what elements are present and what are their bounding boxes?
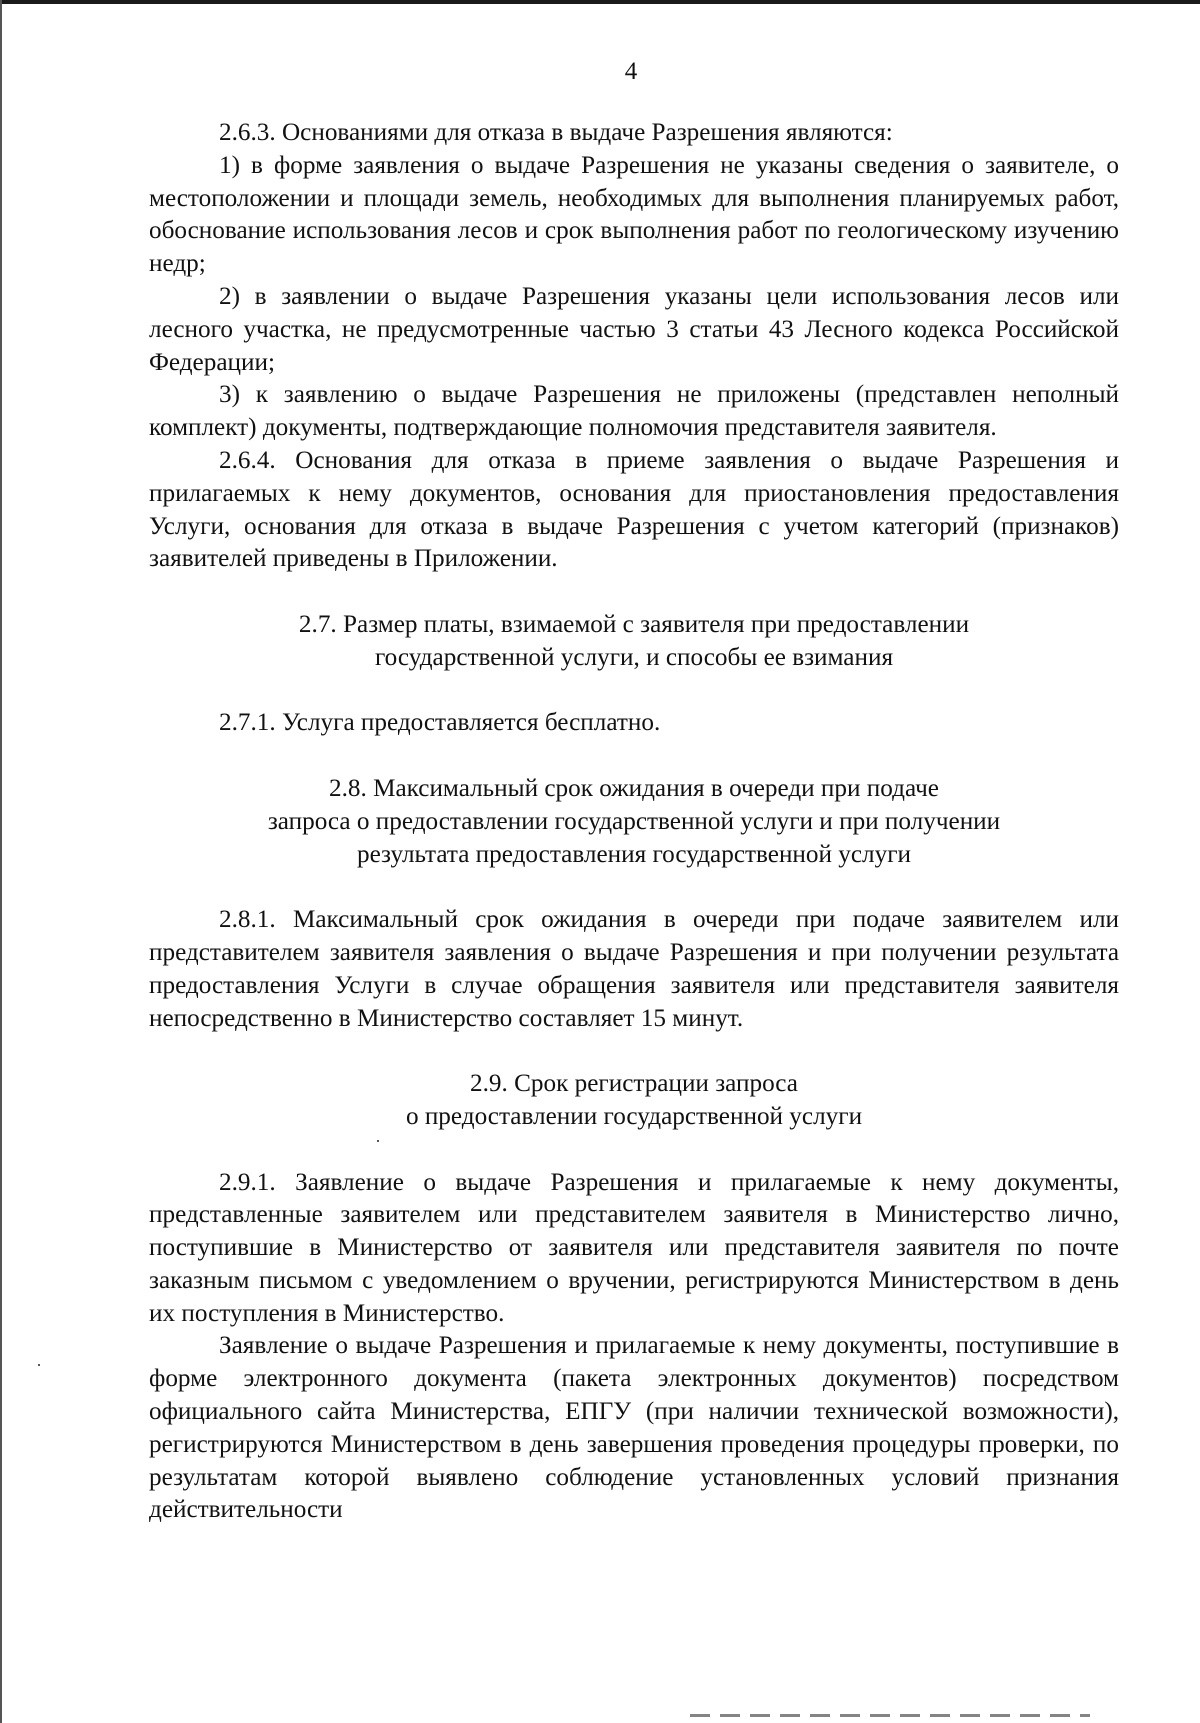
scan-speck [38,1364,40,1366]
paragraph-2-9-1-continued: Заявление о выдаче Разрешения и прилагаемые к нему документы, поступившие в форме электронного документа (пакета электронных документов) посредством официального сайта Министерства, ЕПГУ (при наличии технической возможности), регистрируются Министерством в день завершения проведения процедуры проверки, по результатам которой выявлено соблюдение установленных условий признания действительности [149,1332,1119,1524]
document-body [149,117,1119,1527]
scan-left-edge [0,0,2,1723]
paragraph-2-7-1: 2.7.1. Услуга предоставляется бесплатно. [219,709,661,737]
heading-line: о предоставлении государственной услуги [405,1102,863,1130]
scan-top-edge [0,0,1200,4]
heading-line: запроса о предоставлении государственной услуги и при получении [267,807,1001,835]
paragraph-2-6-4: 2.6.4. Основания для отказа в приеме заявления о выдаче Разрешения и прилагаемых к нему документов, основания для приостановления предоставления Услуги, основания для отказа в выдаче Разрешения с учетом категорий (признаков) заявителей приведены в Приложении. [149,446,1119,573]
list-item-2: 2) в заявлении о выдаче Разрешения указаны цели использования лесов или лесного участка, не предусмотренные частью 3 статьи 43 Лесного кодекса Российской Федерации; [149,282,1119,376]
heading-line: 2.7. Размер платы, взимаемой с заявителя при предоставлении [298,610,970,638]
section-heading-2-7 [149,609,1119,675]
paragraph-2-6-3: 2.6.3. Основаниями для отказа в выдаче Разрешения являются: [219,119,893,146]
heading-line: 2.9. Срок регистрации запроса [470,1070,798,1098]
paragraph-2-8-1: 2.8.1. Максимальный срок ожидания в очереди при подаче заявителем или представителем заявителя заявления о выдаче Разрешения и при получении результата предоставления Услуги в случае обращения заявителя или представителя заявителя непосредственно в Министерство составляет 15 минут. [149,906,1119,1032]
scan-bottom-marks [690,1714,1090,1717]
heading-line: государственной услуги, и способы ее взимания [374,643,894,671]
page-number: 4 [624,58,638,85]
list-item-3: 3) к заявлению о выдаче Разрешения не приложены (представлен неполный комплект) документы, подтверждающие полномочия представителя заявителя. [149,381,1119,442]
section-heading-2-9 [149,1068,1119,1134]
list-item-1: 1) в форме заявления о выдаче Разрешения не указаны сведения о заявителе, о местоположении и площади земель, необходимых для выполнения планируемых работ, обоснование использования лесов и срок выполнения работ по геологическому изучению недр; [149,151,1119,278]
paragraph-2-9-1: 2.9.1. Заявление о выдаче Разрешения и прилагаемые к нему документы, представленные заявителем или представителем заявителя в Министерство лично, поступившие в Министерство от заявителя или представителя заявителя по почте заказным письмом с уведомлением о вручении, регистрируются Министерством в день их поступления в Министерство. [149,1168,1119,1327]
heading-line: результата предоставления государственной услуги [356,840,912,868]
scan-speck [377,1140,379,1142]
heading-line: 2.8. Максимальный срок ожидания в очереди при подаче [329,774,939,802]
section-heading-2-8 [149,773,1119,871]
